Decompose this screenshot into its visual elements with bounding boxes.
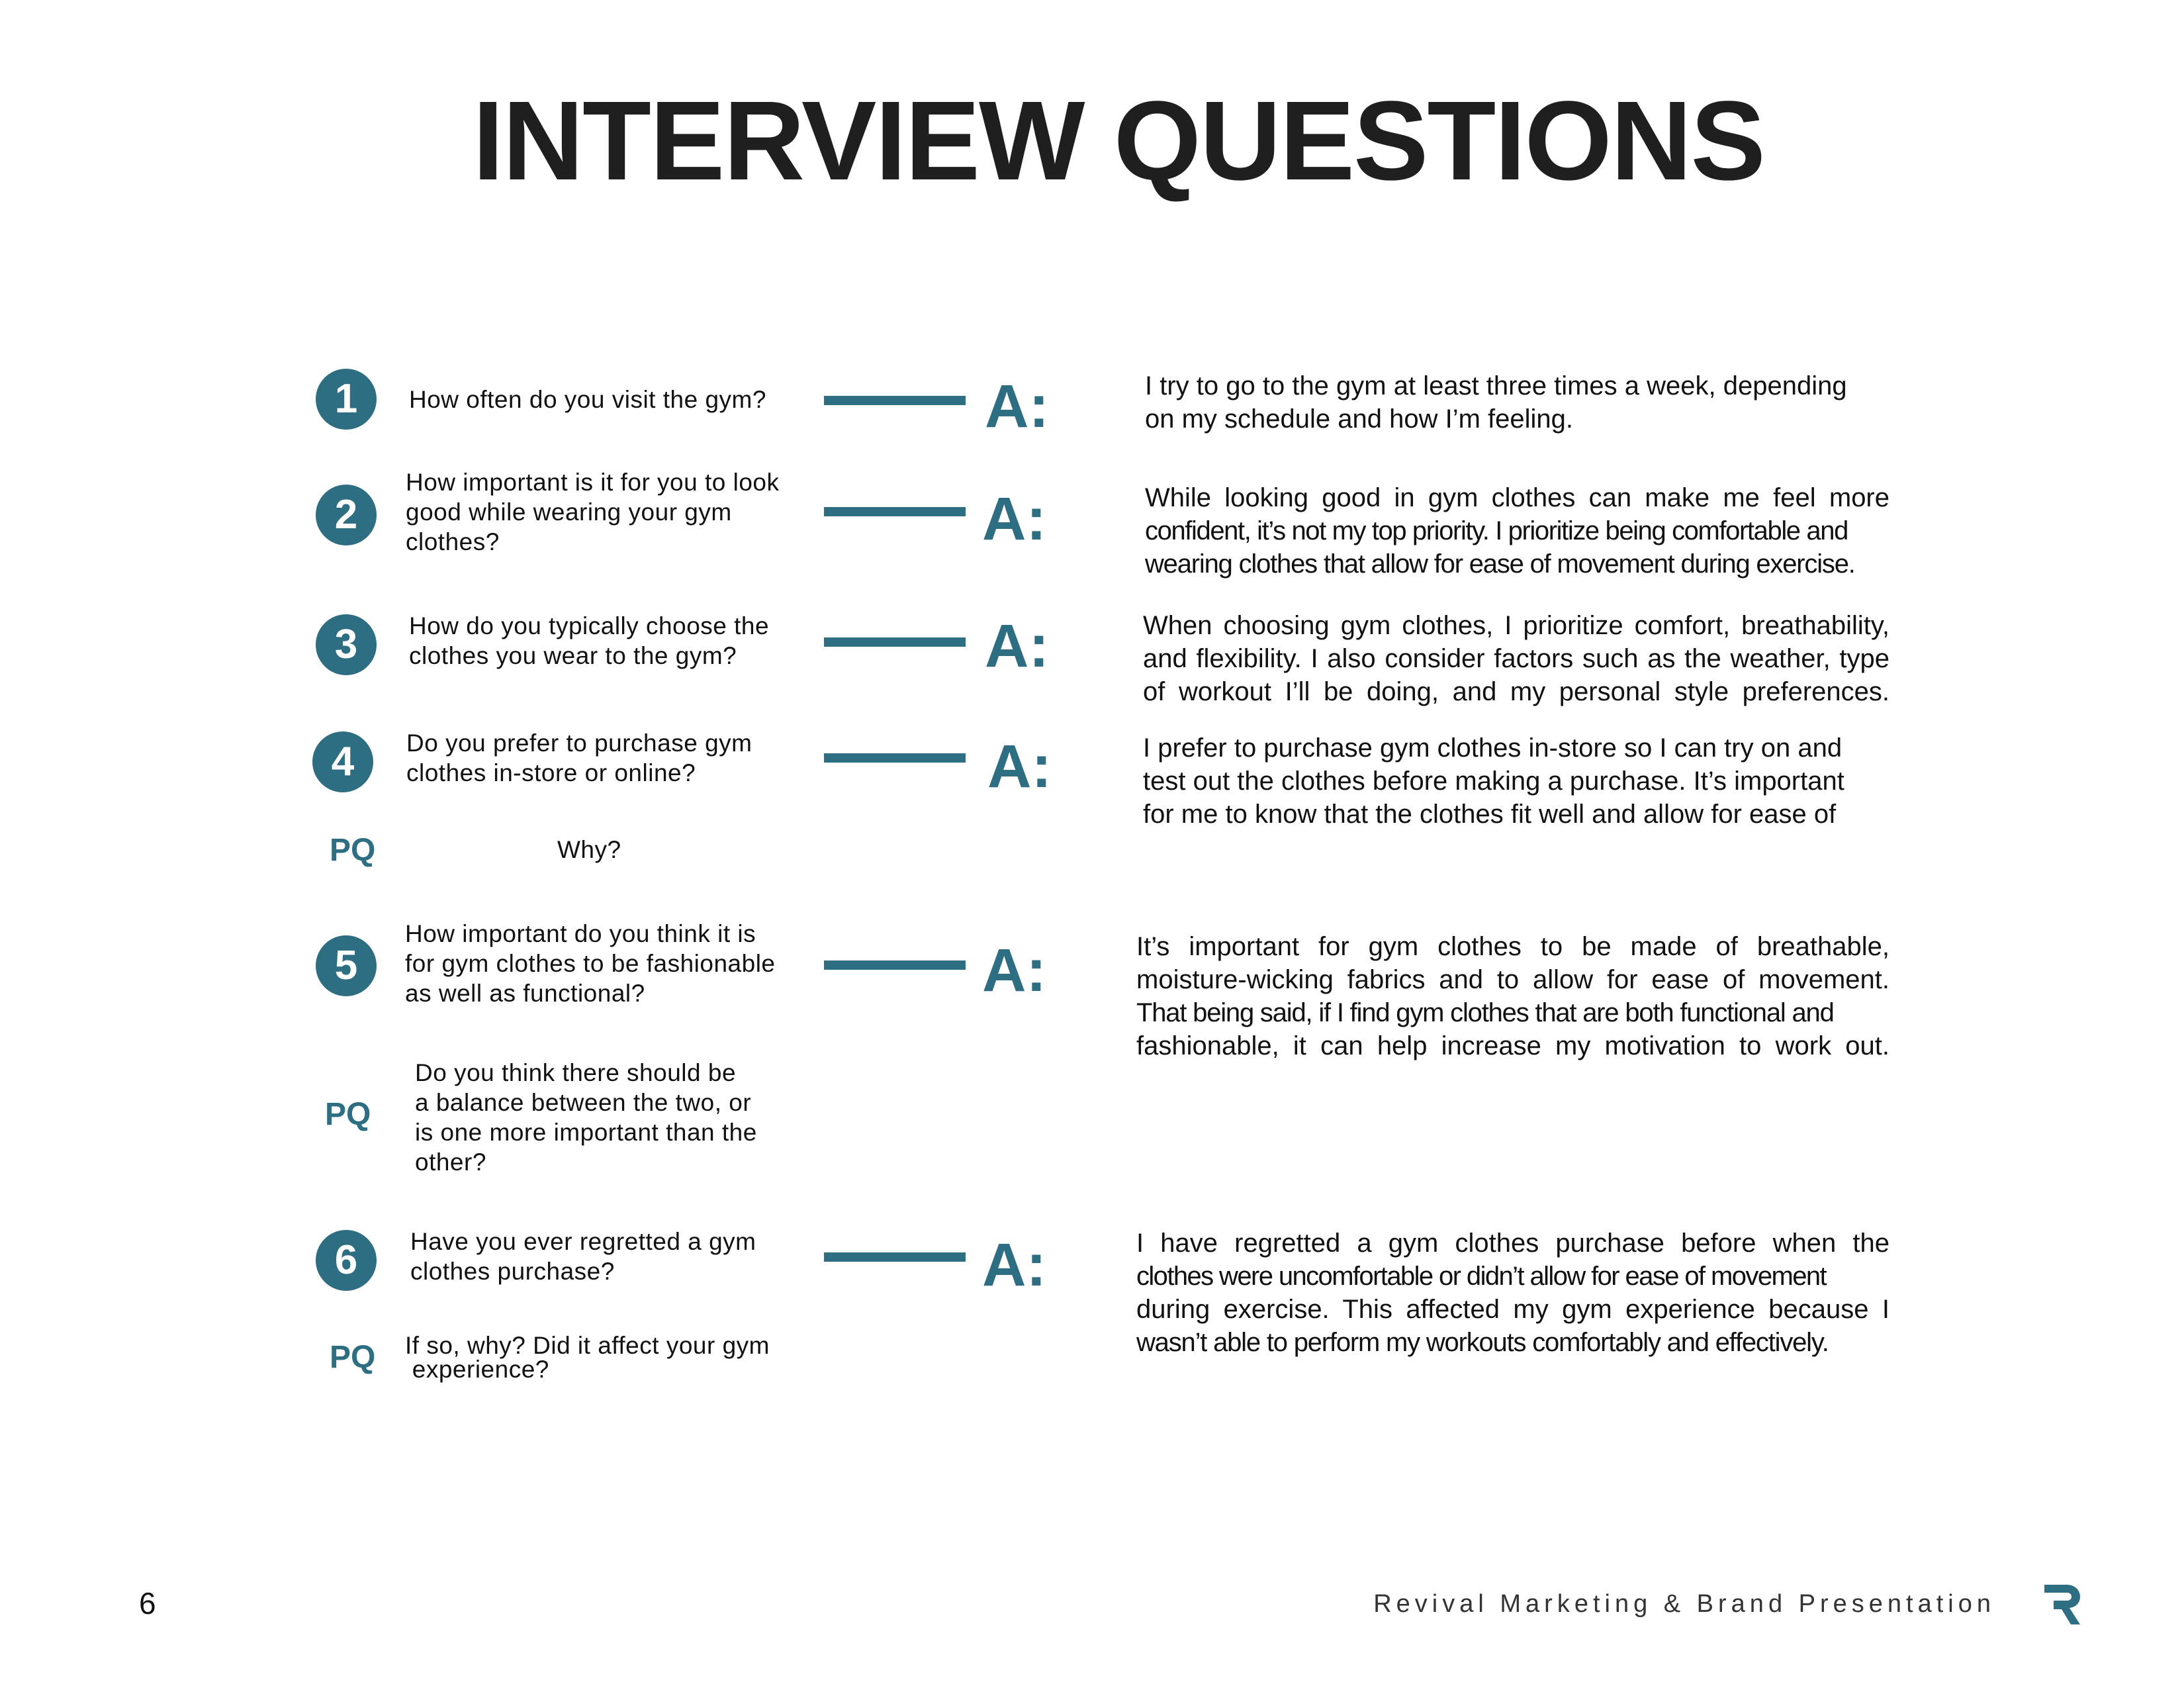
answer-line: and flexibility. I also consider factors such as the weather, type [1143, 644, 1889, 673]
question-number-badge: 1 [316, 369, 377, 430]
answer-text [1145, 481, 1889, 581]
connector-line [824, 961, 966, 970]
answer-text [1136, 1227, 1889, 1359]
question-line: clothes? [406, 528, 500, 555]
answer-line: clothes were uncomfortable or didn’t allow for ease of movement [1136, 1262, 1826, 1291]
answer-text [1145, 369, 1889, 436]
question-number-badge: 3 [316, 614, 377, 675]
answer-text [1136, 930, 1889, 1062]
question-text [410, 1227, 756, 1286]
question-line: How do you typically choose the [409, 612, 770, 639]
answer-line: I try to go to the gym at least three times a week, depending [1145, 371, 1847, 400]
answer-line: When choosing gym clothes, I prioritize comfort, breathability, [1143, 611, 1889, 640]
probing-question-text [415, 1058, 757, 1177]
answer-line: That being said, if I find gym clothes that are both functional and [1136, 998, 1834, 1027]
probing-question-line: Why? [557, 836, 621, 863]
question-text [406, 467, 780, 557]
answer-key-label: A: [982, 937, 1047, 1004]
question-line: good while wearing your gym [406, 498, 732, 526]
question-line: clothes in-store or online? [406, 759, 696, 786]
answer-line: fashionable, it can help increase my motivation to work out. [1136, 1031, 1889, 1060]
answer-key-label: A: [987, 733, 1052, 800]
answer-line: of workout I’ll be doing, and my personal style preferences. [1143, 677, 1889, 706]
question-line: Do you prefer to purchase gym [406, 729, 752, 757]
question-text [405, 919, 776, 1008]
connector-line [824, 507, 966, 516]
probing-question-line: Do you think there should be [415, 1059, 737, 1086]
probing-question-label: PQ [330, 1340, 376, 1375]
probing-question-text [557, 835, 621, 865]
connector-line [824, 753, 966, 763]
probing-question-line: If so, why? Did it affect your gym [405, 1332, 770, 1359]
answer-key-label: A: [985, 373, 1050, 440]
probing-question-line: is one more important than the [415, 1119, 757, 1146]
connector-line [824, 396, 966, 405]
answer-line: moisture-wicking fabrics and to allow for ease of movement. [1136, 965, 1889, 994]
answer-key-label: A: [985, 612, 1050, 680]
answer-line: I have regretted a gym clothes purchase before when the [1136, 1229, 1889, 1258]
question-text [406, 728, 752, 788]
question-line: How important is it for you to look [406, 469, 780, 496]
question-line: as well as functional? [405, 980, 645, 1007]
probing-question-label: PQ [330, 833, 376, 868]
question-line: clothes you wear to the gym? [409, 642, 737, 669]
answer-line: test out the clothes before making a purchase. It’s important [1143, 767, 1844, 796]
answer-text [1143, 731, 1878, 831]
question-number-badge: 5 [316, 935, 377, 996]
answer-key-label: A: [982, 485, 1047, 553]
probing-question-label: PQ [325, 1097, 371, 1132]
answer-line: While looking good in gym clothes can make me feel more [1145, 483, 1889, 512]
answer-text [1143, 609, 1889, 708]
answer-line: during exercise. This affected my gym experience because I [1136, 1295, 1889, 1324]
question-line: How important do you think it is [405, 920, 756, 947]
question-line: for gym clothes to be fashionable [405, 950, 776, 977]
footer-presentation-title: Revival Marketing & Brand Presentation [1373, 1590, 1995, 1618]
probing-question-line: other? [415, 1149, 486, 1176]
revival-r-logo-icon [2042, 1581, 2083, 1628]
question-line: Have you ever regretted a gym [410, 1228, 756, 1255]
connector-line [824, 637, 966, 647]
probing-question-line: a balance between the two, or [415, 1089, 752, 1116]
question-text [409, 385, 766, 414]
question-number-badge: 2 [316, 485, 377, 545]
question-number-badge: 6 [316, 1230, 377, 1291]
question-number-badge: 4 [312, 731, 373, 792]
page-title: INTERVIEW QUESTIONS [473, 78, 1764, 204]
answer-line: It’s important for gym clothes to be made of breathable, [1136, 932, 1889, 961]
answer-line: on my schedule and how I’m feeling. [1145, 404, 1574, 434]
answer-line: confident, it’s not my top priority. I prioritize being comfortable and [1145, 516, 1848, 545]
question-line: How often do you visit the gym? [409, 386, 766, 413]
page-number: 6 [139, 1586, 156, 1620]
probing-question-text [405, 1334, 770, 1382]
answer-line: wasn’t able to perform my workouts comfortably and effectively. [1136, 1328, 1829, 1357]
probing-question-line: experience? [405, 1356, 549, 1383]
answer-line: for me to know that the clothes fit well and allow for ease of [1143, 800, 1837, 829]
question-line: clothes purchase? [410, 1258, 615, 1285]
answer-line: I prefer to purchase gym clothes in-store so I can try on and [1143, 733, 1843, 763]
question-text [409, 611, 769, 671]
connector-line [824, 1252, 966, 1262]
answer-line: wearing clothes that allow for ease of movement during exercise. [1145, 549, 1855, 579]
answer-key-label: A: [982, 1231, 1047, 1299]
